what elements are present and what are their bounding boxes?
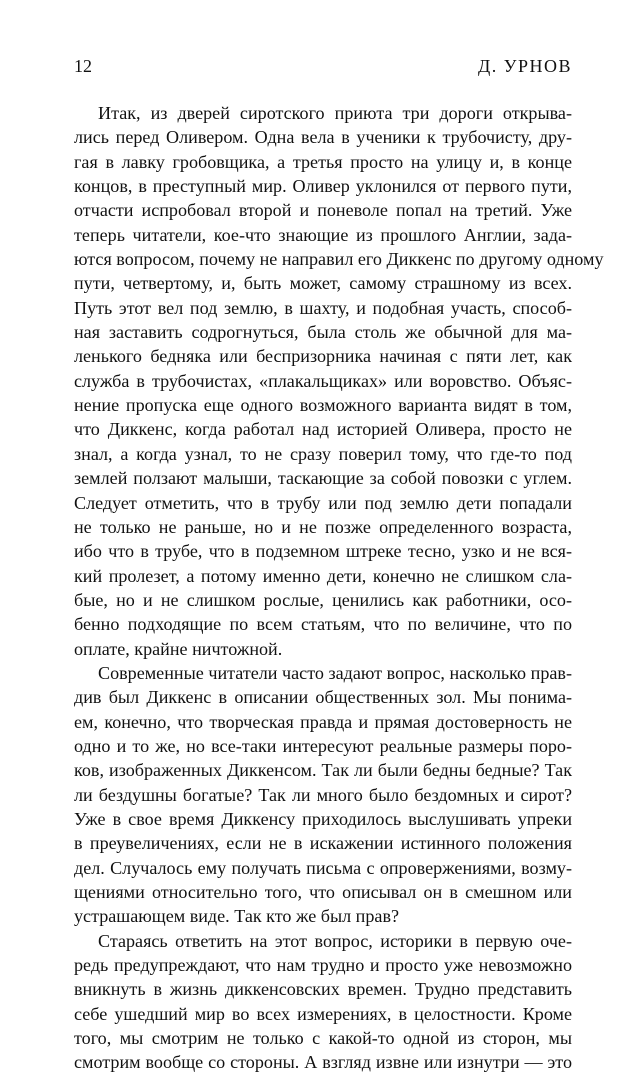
text-line: Уже в свое время Диккенсу приходилось выслушивать упреки (74, 808, 572, 829)
text-line: устрашающем виде. Так кто же был прав? (74, 906, 400, 927)
text-line: ленького бедняка или беспризорника начиная с пяти лет, как (74, 346, 572, 367)
text-line: пути, четвертому, и, быть может, самому страшному из всех. (74, 273, 572, 294)
text-line: оплате, крайне ничтожной. (74, 638, 283, 659)
text-line: в преувеличениях, если не в искажении истинного положения (74, 833, 572, 854)
page-header (74, 53, 572, 79)
text-line: Путь этот вел под землю, в шахту, и подобная участь, способ- (74, 297, 572, 318)
text-line: ная заставить содрогнуться, была столь же обычной для ма- (74, 322, 572, 343)
running-head-author: Д. УРНОВ (477, 56, 572, 76)
text-line: Следует отметить, что в трубу или под землю дети попадали (74, 492, 572, 513)
text-line: Современные читатели часто задают вопрос, насколько прав- (98, 662, 572, 683)
text-line: себе ушедший мир во всех измерениях, в целостности. Кроме (74, 1003, 572, 1024)
text-line: бые, но и не слишком рослые, ценились как работники, осо- (74, 589, 572, 610)
text-line: Стараясь ответить на этот вопрос, историки в первую оче- (98, 930, 572, 951)
text-line: одно и то же, но все-таки интересуют реальные размеры поро- (74, 735, 572, 756)
text-line: ются вопросом, почему не направил его Диккенс по другому одному (74, 249, 604, 270)
text-line: землей ползают малыши, таскающие за собой повозки с углем. (74, 468, 572, 489)
text-line: ем, конечно, что творческая правда и прямая достоверность не (74, 711, 572, 732)
text-line: дел. Случалось ему получать письма с опровержениями, возму- (74, 857, 572, 878)
text-line: теперь читатели, кое-что знающие из прошлого Англии, зада- (74, 224, 572, 245)
text-line: кий пролезет, а потому именно дети, конечно не слишком сла- (74, 565, 572, 586)
text-line: ибо что в трубе, что в подземном штреке тесно, узко и не вся- (74, 541, 572, 562)
text-line: ков, изображенных Диккенсом. Так ли были бедны бедные? Так (74, 760, 572, 781)
text-line: бенно подходящие по всем статьям, что по величине, что по (74, 614, 572, 635)
paragraph (74, 661, 572, 929)
text-line: щениями относительно того, что описывал он в смешном или (74, 882, 572, 902)
text-line: вникнуть в жизнь диккенсовских времен. Трудно представить (74, 979, 572, 1000)
text-line: знал, а когда узнал, то не сразу поверил тому, что где-то под (74, 443, 572, 464)
text-line: служба в трубочистах, «плакальщиках» или воровство. Объяс- (74, 370, 572, 391)
body-text (74, 101, 604, 1075)
text-line: отчасти испробовал второй и поневоле попал на третий. Уже (74, 200, 572, 221)
text-line: что Диккенс, когда работал над историей Оливера, просто не (74, 419, 572, 440)
text-line: смотрим вообще со стороны. А взгляд извне или изнутри — это (74, 1052, 572, 1073)
text-line: того, мы смотрим не только с какой-то одной из сторон, мы (74, 1028, 572, 1049)
text-line: концов, в преступный мир. Оливер уклонился от первого пути, (74, 176, 572, 197)
paragraph (74, 929, 572, 1075)
text-line: гая в лавку гробовщика, а третья просто на улицу и, в конце (74, 151, 572, 172)
text-line: нение пропуска еще одного возможного варианта видят в том, (74, 395, 572, 416)
text-line: не только не раньше, но и не позже определенного возраста, (74, 516, 572, 537)
text-line: лись перед Оливером. Одна вела в ученики к трубочисту, дру- (74, 127, 572, 148)
page-number: 12 (74, 56, 92, 76)
paragraph (74, 101, 604, 661)
text-line: Итак, из дверей сиротского приюта три дороги открыва- (98, 103, 572, 123)
text-line: див был Диккенс в описании общественных зол. Мы понима- (74, 687, 572, 708)
text-line: редь предупреждают, что нам трудно и просто уже невозможно (74, 955, 572, 976)
text-line: ли бездушны богатые? Так ли много было бездомных и сирот? (74, 784, 572, 805)
